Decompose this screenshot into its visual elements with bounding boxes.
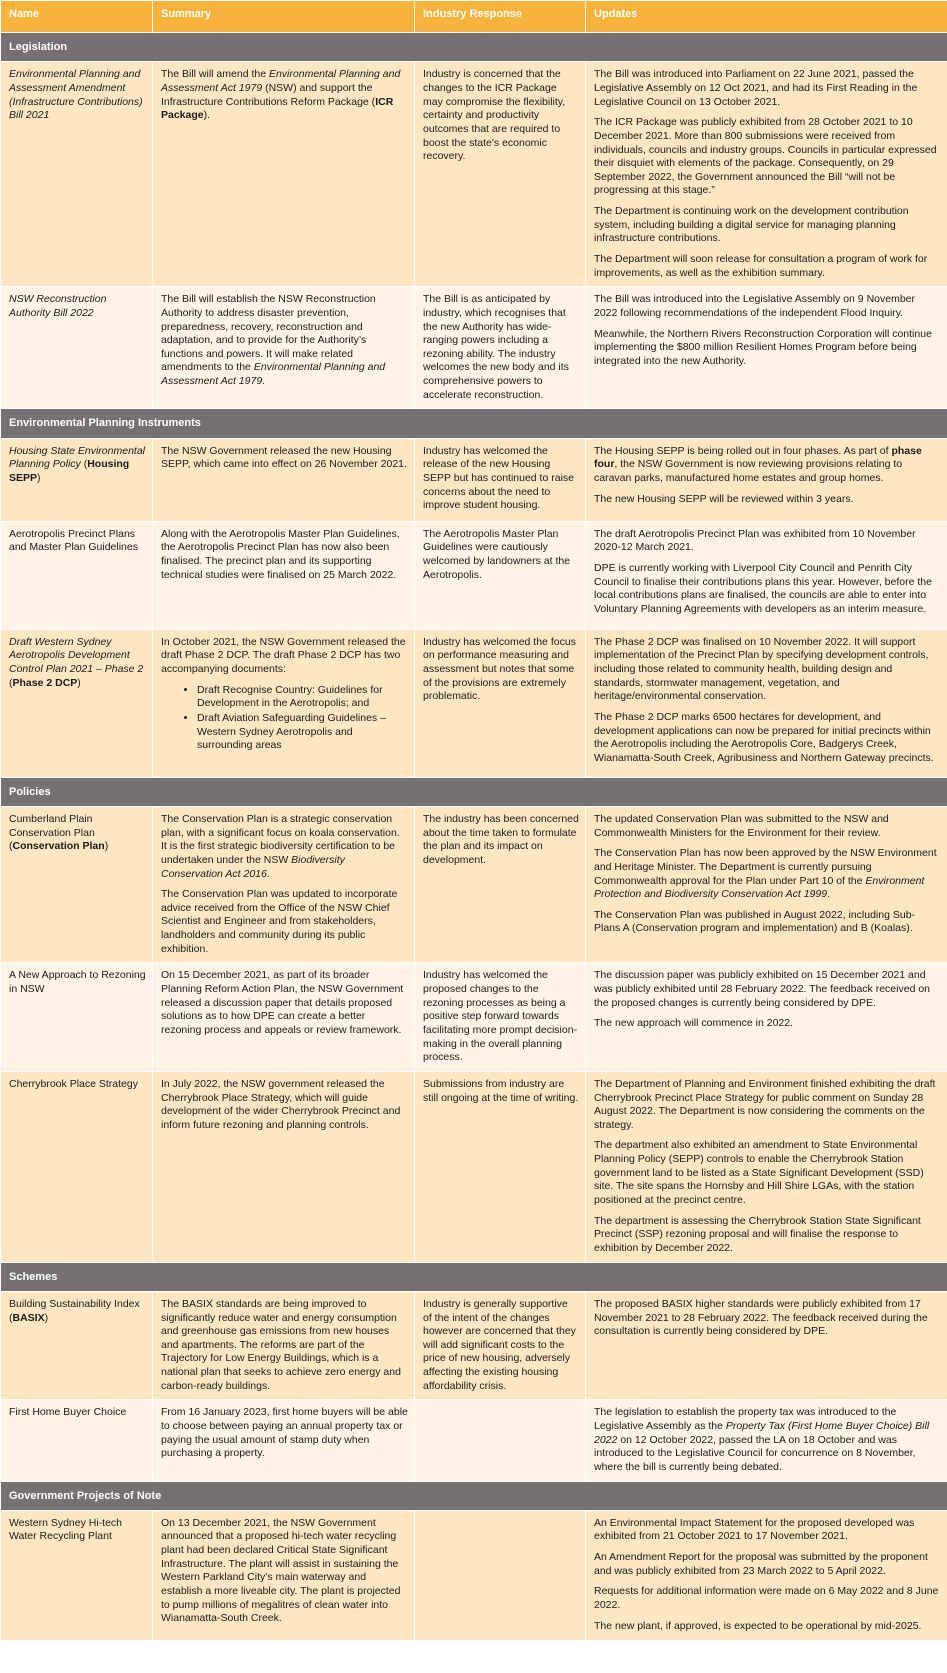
table-row <box>1 1071 947 1262</box>
row-name-cell: Aerotropolis Precinct Plans and Master Plan Guidelines <box>1 521 153 629</box>
row-summary-cell: In October 2021, the NSW Government released the draft Phase 2 DCP. The draft Phase 2 DCP has two accompanying documents: • Draft Recognise Country: Guidelines for Development in the Aerotropolis; and • Draft Aviation Safeguarding Guidelines – Western Sydney Aerotropolis and surrounding areas <box>153 629 415 777</box>
section-header-row <box>1 33 947 62</box>
header-row <box>1 1 947 33</box>
table-row <box>1 1400 947 1481</box>
header-updates: Updates <box>586 1 947 33</box>
row-industry-response-cell: Submissions from industry are still ongoing at the time of writing. <box>415 1071 586 1262</box>
section-title: Policies <box>1 777 947 806</box>
section-title: Schemes <box>1 1262 947 1291</box>
table-row <box>1 62 947 287</box>
row-name-cell: NSW Reconstruction Authority Bill 2022 <box>1 287 153 409</box>
row-updates-cell: The discussion paper was publicly exhibited on 15 December 2021 and was publicly exhibited until 28 February 2022. The feedback received on the proposed changes is currently being considered by DPE. The new approach will commence in 2022. <box>586 963 947 1071</box>
table-row <box>1 963 947 1071</box>
header-summary: Summary <box>153 1 415 33</box>
section-header-row <box>1 1262 947 1291</box>
row-updates-cell: The Bill was introduced into the Legislative Assembly on 9 November 2022 following recommendations of the independent Flood Inquiry. Meanwhile, the Northern Rivers Reconstruction Corporation will continue implementing the $800 million Resilient Homes Program before being integrated into the new Authority. <box>586 287 947 409</box>
section-header-row <box>1 777 947 806</box>
row-summary-cell: The Conservation Plan is a strategic conservation plan, with a significant focus on koala conservation. It is the first strategic biodiversity certification to be undertaken under the NSW Biodiversity Conservation Act 2016. The Conservation Plan was updated to incorporate advice received from the Office of the NSW Chief Scientist and Engineer and from stakeholders, landholders and community during its public exhibition. <box>153 806 415 962</box>
section-header-row <box>1 409 947 438</box>
table-row <box>1 1291 947 1399</box>
row-updates-cell: The Bill was introduced into Parliament on 22 June 2021, passed the Legislative Assembly on 12 Oct 2021, and had its First Reading in the Legislative Council on 13 October 2021. The ICR Package was publicly exhibited from 28 October 2021 to 10 December 2021. More than 800 submissions were received from individuals, councils and industry groups. Councils in particular expressed their disquiet with elements of the package. Consequently, on 29 September 2022, the Government announced the Bill “will not be progressing at this stage.” The Department is continuing work on the development contribution system, including building a digital service for managing planning infrastructure contributions. The Department will soon release for consultation a program of work for improvements, as well as the exhibition summary. <box>586 62 947 287</box>
row-summary-cell: Along with the Aerotropolis Master Plan Guidelines, the Aerotropolis Precinct Plan has now also been finalised. The precinct plan and its supporting technical studies were finalised on 25 March 2022. <box>153 521 415 629</box>
row-updates-cell: An Environmental Impact Statement for the proposed developed was exhibited from 21 October 2021 to 17 November 2021. An Amendment Report for the proposal was submitted by the proponent and was publicly exhibited from 23 March 2022 to 5 April 2022. Requests for additional information were made on 6 May 2022 and 8 June 2022. The new plant, if approved, is expected to be operational by mid-2025. <box>586 1510 947 1640</box>
section-header-row <box>1 1481 947 1510</box>
row-summary-cell: On 15 December 2021, as part of its broader Planning Reform Action Plan, the NSW Government released a discussion paper that details proposed solutions as to how DPE can create a better rezoning process and appeals or review framework. <box>153 963 415 1071</box>
row-name-cell: Cumberland Plain Conservation Plan (Conservation Plan) <box>1 806 153 962</box>
row-industry-response-cell: Industry has welcomed the release of the new Housing SEPP but has continued to raise concerns about the need to improve student housing. <box>415 438 586 521</box>
row-name-cell: A New Approach to Rezoning in NSW <box>1 963 153 1071</box>
row-summary-cell: In July 2022, the NSW government released the Cherrybrook Place Strategy, which will guide development of the wider Cherrybrook Precinct and inform future rezoning and planning controls. <box>153 1071 415 1262</box>
section-title: Legislation <box>1 33 947 62</box>
table-row <box>1 1510 947 1640</box>
row-updates-cell: The proposed BASIX higher standards were publicly exhibited from 17 November 2021 to 28 February 2022. The feedback received during the consultation is currently being considered by DPE. <box>586 1291 947 1399</box>
header-industry-response: Industry Response <box>415 1 586 33</box>
row-summary-cell: On 13 December 2021, the NSW Government announced that a proposed hi-tech water recycling plant had been declared Critical State Significant Infrastructure. The plant will assist in sustaining the Western Parkland City’s main waterway and establish a more liveable city. The plant is projected to pump millions of megalitres of clean water into Wianamatta-South Creek. <box>153 1510 415 1640</box>
row-industry-response-cell: The industry has been concerned about the time taken to formulate the plan and its impact on development. <box>415 806 586 962</box>
section-title: Government Projects of Note <box>1 1481 947 1510</box>
table-row <box>1 438 947 521</box>
table-body <box>1 33 947 1641</box>
row-industry-response-cell <box>415 1510 586 1640</box>
row-updates-cell: The updated Conservation Plan was submitted to the NSW and Commonwealth Ministers for the Environment for their review. The Conservation Plan has now been approved by the NSW Environment and Heritage Minister. The Department is currently pursuing Commonwealth approval for the Plan under Part 10 of the Environment Protection and Biodiversity Conservation Act 1999. The Conservation Plan was published in August 2022, including Sub-Plans A (Conservation program and implementation) and B (Koalas). <box>586 806 947 962</box>
row-name-cell: Draft Western Sydney Aerotropolis Development Control Plan 2021 – Phase 2 (Phase 2 DCP) <box>1 629 153 777</box>
row-summary-cell: The BASIX standards are being improved to significantly reduce water and energy consumption and greenhouse gas emissions from new houses and apartments. The reforms are part of the Trajectory for Low Energy Buildings, which is a national plan that seeks to achieve zero energy and carbon-ready buildings. <box>153 1291 415 1399</box>
row-industry-response-cell: Industry is generally supportive of the intent of the changes however are concerned that they will add significant costs to the price of new housing, adversely affecting the existing housing affordability crisis. <box>415 1291 586 1399</box>
row-summary-cell: From 16 January 2023, first home buyers will be able to choose between paying an annual property tax or paying the usual amount of stamp duty when purchasing a property. <box>153 1400 415 1481</box>
row-summary-cell: The Bill will amend the Environmental Planning and Assessment Act 1979 (NSW) and support the Infrastructure Contributions Reform Package (ICR Package). <box>153 62 415 287</box>
row-updates-cell: The Housing SEPP is being rolled out in four phases. As part of phase four, the NSW Government is now reviewing provisions relating to caravan parks, manufactured home estates and group homes. The new Housing SEPP will be reviewed within 3 years. <box>586 438 947 521</box>
row-name-cell: Western Sydney Hi-tech Water Recycling Plant <box>1 1510 153 1640</box>
row-name-cell: Cherrybrook Place Strategy <box>1 1071 153 1262</box>
row-industry-response-cell: Industry has welcomed the focus on performance measuring and assessment but notes that some of the provisions are extremely problematic. <box>415 629 586 777</box>
row-updates-cell: The draft Aerotropolis Precinct Plan was exhibited from 10 November 2020-12 March 2021. DPE is currently working with Liverpool City Council and Penrith City Council to finalise their contributions plans this year. However, before the local contributions plans are finalised, the councils are able to enter into Voluntary Planning Agreements with developers as an interim measure. <box>586 521 947 629</box>
row-industry-response-cell: Industry has welcomed the proposed changes to the rezoning processes as being a positive step forward towards facilitating more prompt decision-making in the overall planning process. <box>415 963 586 1071</box>
row-updates-cell: The legislation to establish the property tax was introduced to the Legislative Assembly as the Property Tax (First Home Buyer Choice) Bill 2022 on 12 October 2022, passed the LA on 18 October and was introduced to the Legislative Council for concurrence on 8 November, where the bill is currently being debated. <box>586 1400 947 1481</box>
row-name-cell: Environmental Planning and Assessment Amendment (Infrastructure Contributions) Bill 2021 <box>1 62 153 287</box>
row-name-cell: Housing State Environmental Planning Policy (Housing SEPP) <box>1 438 153 521</box>
row-updates-cell: The Phase 2 DCP was finalised on 10 November 2022. It will support implementation of the Precinct Plan by specifying development controls, including those related to community health, building design and standards, stormwater management, vegetation, and heritage/environmental conservation. The Phase 2 DCP marks 6500 hectares for development, and development applications can now be prepared for initial precincts within the Aerotropolis including the Aerotropolis Core, Badgerys Creek, Wianamatta-South Creek, Agribusiness and Northern Gateway precincts. <box>586 629 947 777</box>
row-name-cell: First Home Buyer Choice <box>1 1400 153 1481</box>
row-summary-cell: The NSW Government released the new Housing SEPP, which came into effect on 26 November 2021. <box>153 438 415 521</box>
row-updates-cell: The Department of Planning and Environment finished exhibiting the draft Cherrybrook Precinct Place Strategy for public comment on Sunday 28 August 2022. The Department is now considering the comments on the strategy. The department also exhibited an amendment to State Environmental Planning Policy (SEPP) controls to enable the Cherrybrook Station government land to be listed as a State Significant Development (SSD) site. The site spans the Hornsby and Hill Shire LGAs, with the station positioned at the precinct centre. The department is assessing the Cherrybrook Station State Significant Precinct (SSP) rezoning proposal and will finalise the response to exhibition by December 2022. <box>586 1071 947 1262</box>
row-industry-response-cell <box>415 1400 586 1481</box>
row-industry-response-cell: The Aerotropolis Master Plan Guidelines were cautiously welcomed by landowners at the Aerotropolis. <box>415 521 586 629</box>
row-industry-response-cell: Industry is concerned that the changes to the ICR Package may compromise the flexibility, certainty and productivity outcomes that are required to boost the state's economic recovery. <box>415 62 586 287</box>
table-row <box>1 521 947 629</box>
row-summary-cell: The Bill will establish the NSW Reconstruction Authority to address disaster prevention, preparedness, recovery, reconstruction and adaptation, and to provide for the Authority’s functions and powers. It will make related amendments to the Environmental Planning and Assessment Act 1979. <box>153 287 415 409</box>
table-row <box>1 806 947 962</box>
section-title: Environmental Planning Instruments <box>1 409 947 438</box>
row-name-cell: Building Sustainability Index (BASIX) <box>1 1291 153 1399</box>
table-row <box>1 629 947 777</box>
header-name: Name <box>1 1 153 33</box>
table-row <box>1 287 947 409</box>
row-industry-response-cell: The Bill is as anticipated by industry, which recognises that the new Authority has wide-ranging powers including a rezoning ability. The industry welcomes the new body and its comprehensive powers to accelerate reconstruction. <box>415 287 586 409</box>
